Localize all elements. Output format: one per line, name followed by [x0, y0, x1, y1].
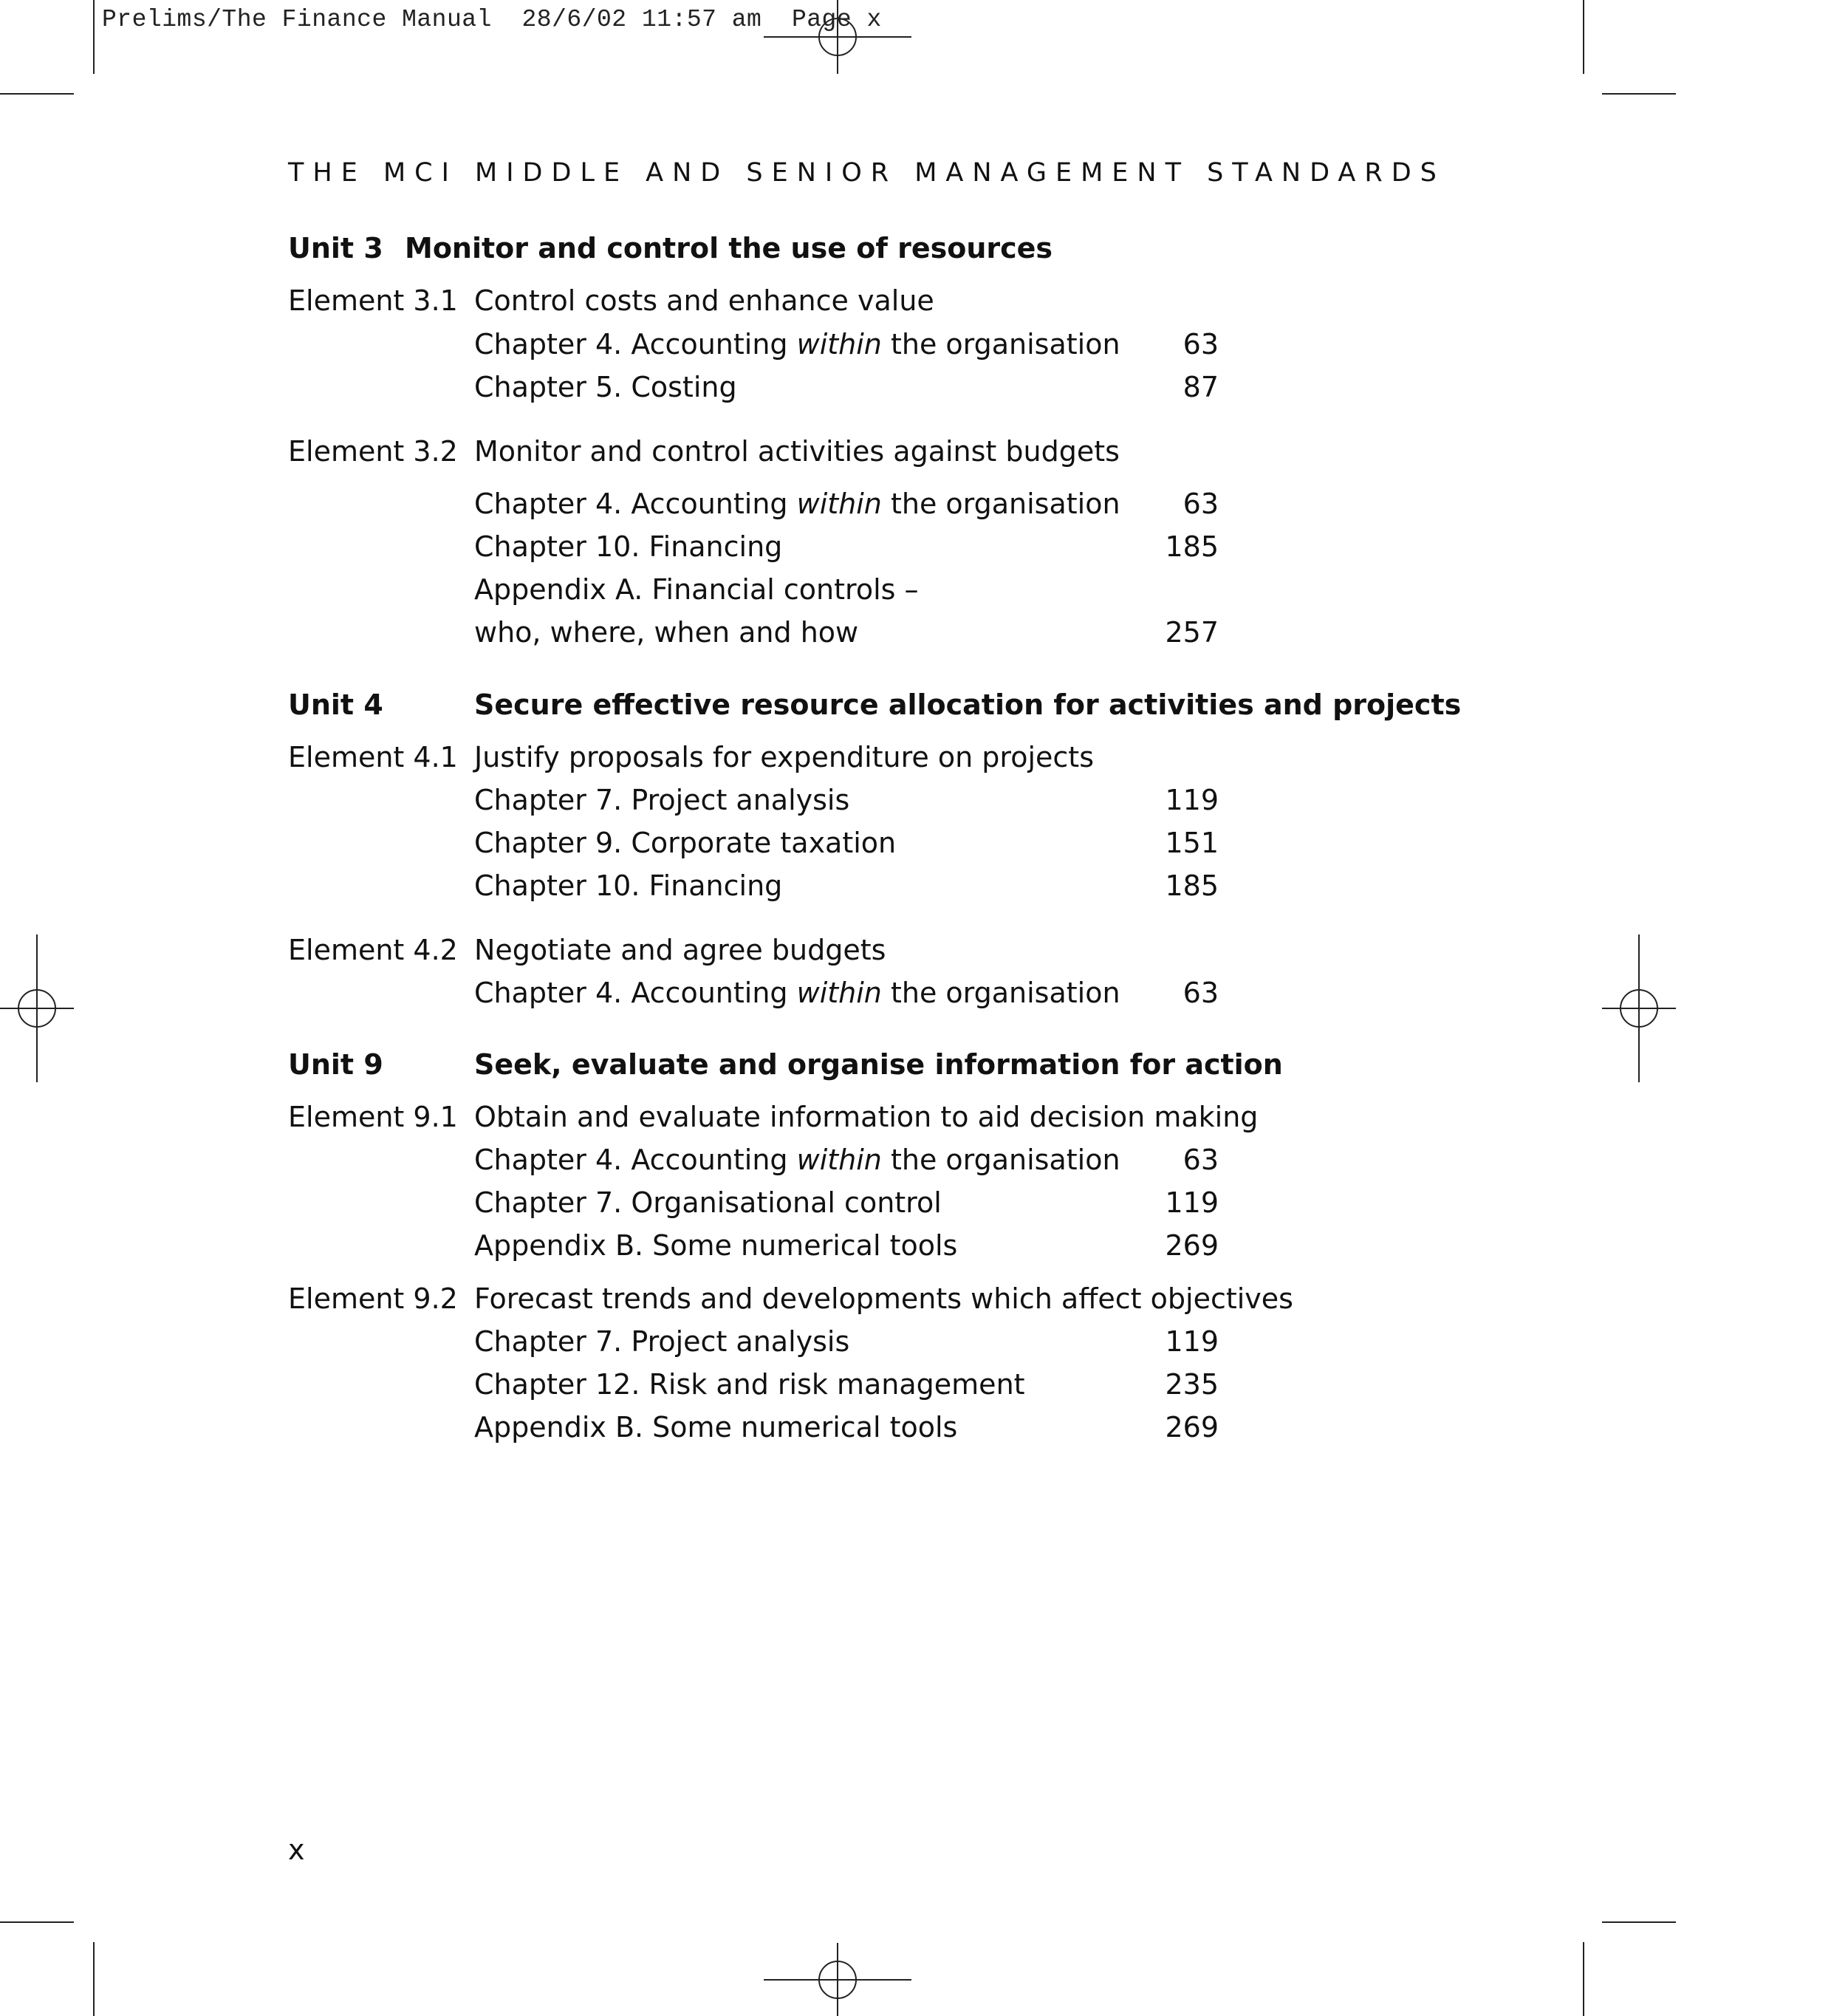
ref-page-number: 269	[1165, 1411, 1219, 1443]
ref-entry: Chapter 4. Accounting within the organisation	[474, 328, 1120, 361]
ref-entry: who, where, when and how	[474, 616, 859, 649]
element-3-1-title: Control costs and enhance value	[474, 284, 934, 317]
element-3-2-title: Monitor and control activities against budgets	[474, 435, 1120, 468]
ref-entry: Appendix B. Some numerical tools	[474, 1411, 958, 1443]
element-4-1-label: Element 4.1	[288, 741, 458, 773]
print-slug: Prelims/The Finance Manual 28/6/02 11:57 am Page x	[102, 6, 882, 33]
ref-entry: Chapter 10. Financing	[474, 869, 783, 902]
ref-entry: Chapter 9. Corporate taxation	[474, 827, 897, 859]
element-4-2-label: Element 4.2	[288, 934, 458, 966]
ref-entry: Chapter 7. Organisational control	[474, 1186, 942, 1219]
ref-page-number: 185	[1165, 530, 1219, 563]
unit-4-title: Secure effective resource allocation for activities and projects	[474, 688, 1462, 721]
element-9-2-label: Element 9.2	[288, 1282, 458, 1315]
ref-page-number: 87	[1183, 371, 1219, 403]
unit-3-label: Unit 3	[288, 232, 383, 264]
ref-entry: Chapter 12. Risk and risk management	[474, 1368, 1025, 1401]
ref-entry: Appendix A. Financial controls –	[474, 573, 919, 606]
ref-entry: Chapter 4. Accounting within the organisation	[474, 488, 1120, 520]
ref-page-number: 235	[1165, 1368, 1219, 1401]
ref-page-number: 119	[1165, 1186, 1219, 1219]
ref-entry: Chapter 5. Costing	[474, 371, 737, 403]
element-9-1-label: Element 9.1	[288, 1101, 458, 1133]
unit-3-title: Monitor and control the use of resources	[405, 232, 1053, 264]
ref-page-number: 63	[1183, 1144, 1219, 1176]
element-9-1-title: Obtain and evaluate information to aid decision making	[474, 1101, 1259, 1133]
ref-entry: Appendix B. Some numerical tools	[474, 1229, 958, 1262]
ref-entry: Chapter 4. Accounting within the organisation	[474, 977, 1120, 1009]
ref-page-number: 269	[1165, 1229, 1219, 1262]
unit-9-title: Seek, evaluate and organise information for action	[474, 1048, 1283, 1081]
ref-page-number: 63	[1183, 977, 1219, 1009]
ref-entry: Chapter 7. Project analysis	[474, 1325, 850, 1358]
ref-entry: Chapter 7. Project analysis	[474, 784, 850, 816]
unit-4-label: Unit 4	[288, 688, 383, 721]
ref-page-number: 257	[1165, 616, 1219, 649]
element-3-2-label: Element 3.2	[288, 435, 458, 468]
ref-page-number: 63	[1183, 488, 1219, 520]
element-4-2-title: Negotiate and agree budgets	[474, 934, 886, 966]
element-4-1-title: Justify proposals for expenditure on projects	[474, 741, 1094, 773]
element-9-2-title: Forecast trends and developments which affect objectives	[474, 1282, 1293, 1315]
ref-entry: Chapter 4. Accounting within the organisation	[474, 1144, 1120, 1176]
ref-page-number: 151	[1165, 827, 1219, 859]
ref-page-number: 185	[1165, 869, 1219, 902]
running-head: THE MCI MIDDLE AND SENIOR MANAGEMENT STANDARDS	[288, 158, 1445, 188]
page-folio: x	[288, 1834, 305, 1866]
ref-entry: Chapter 10. Financing	[474, 530, 783, 563]
ref-page-number: 63	[1183, 328, 1219, 361]
ref-page-number: 119	[1165, 784, 1219, 816]
unit-9-label: Unit 9	[288, 1048, 383, 1081]
element-3-1-label: Element 3.1	[288, 284, 458, 317]
ref-page-number: 119	[1165, 1325, 1219, 1358]
